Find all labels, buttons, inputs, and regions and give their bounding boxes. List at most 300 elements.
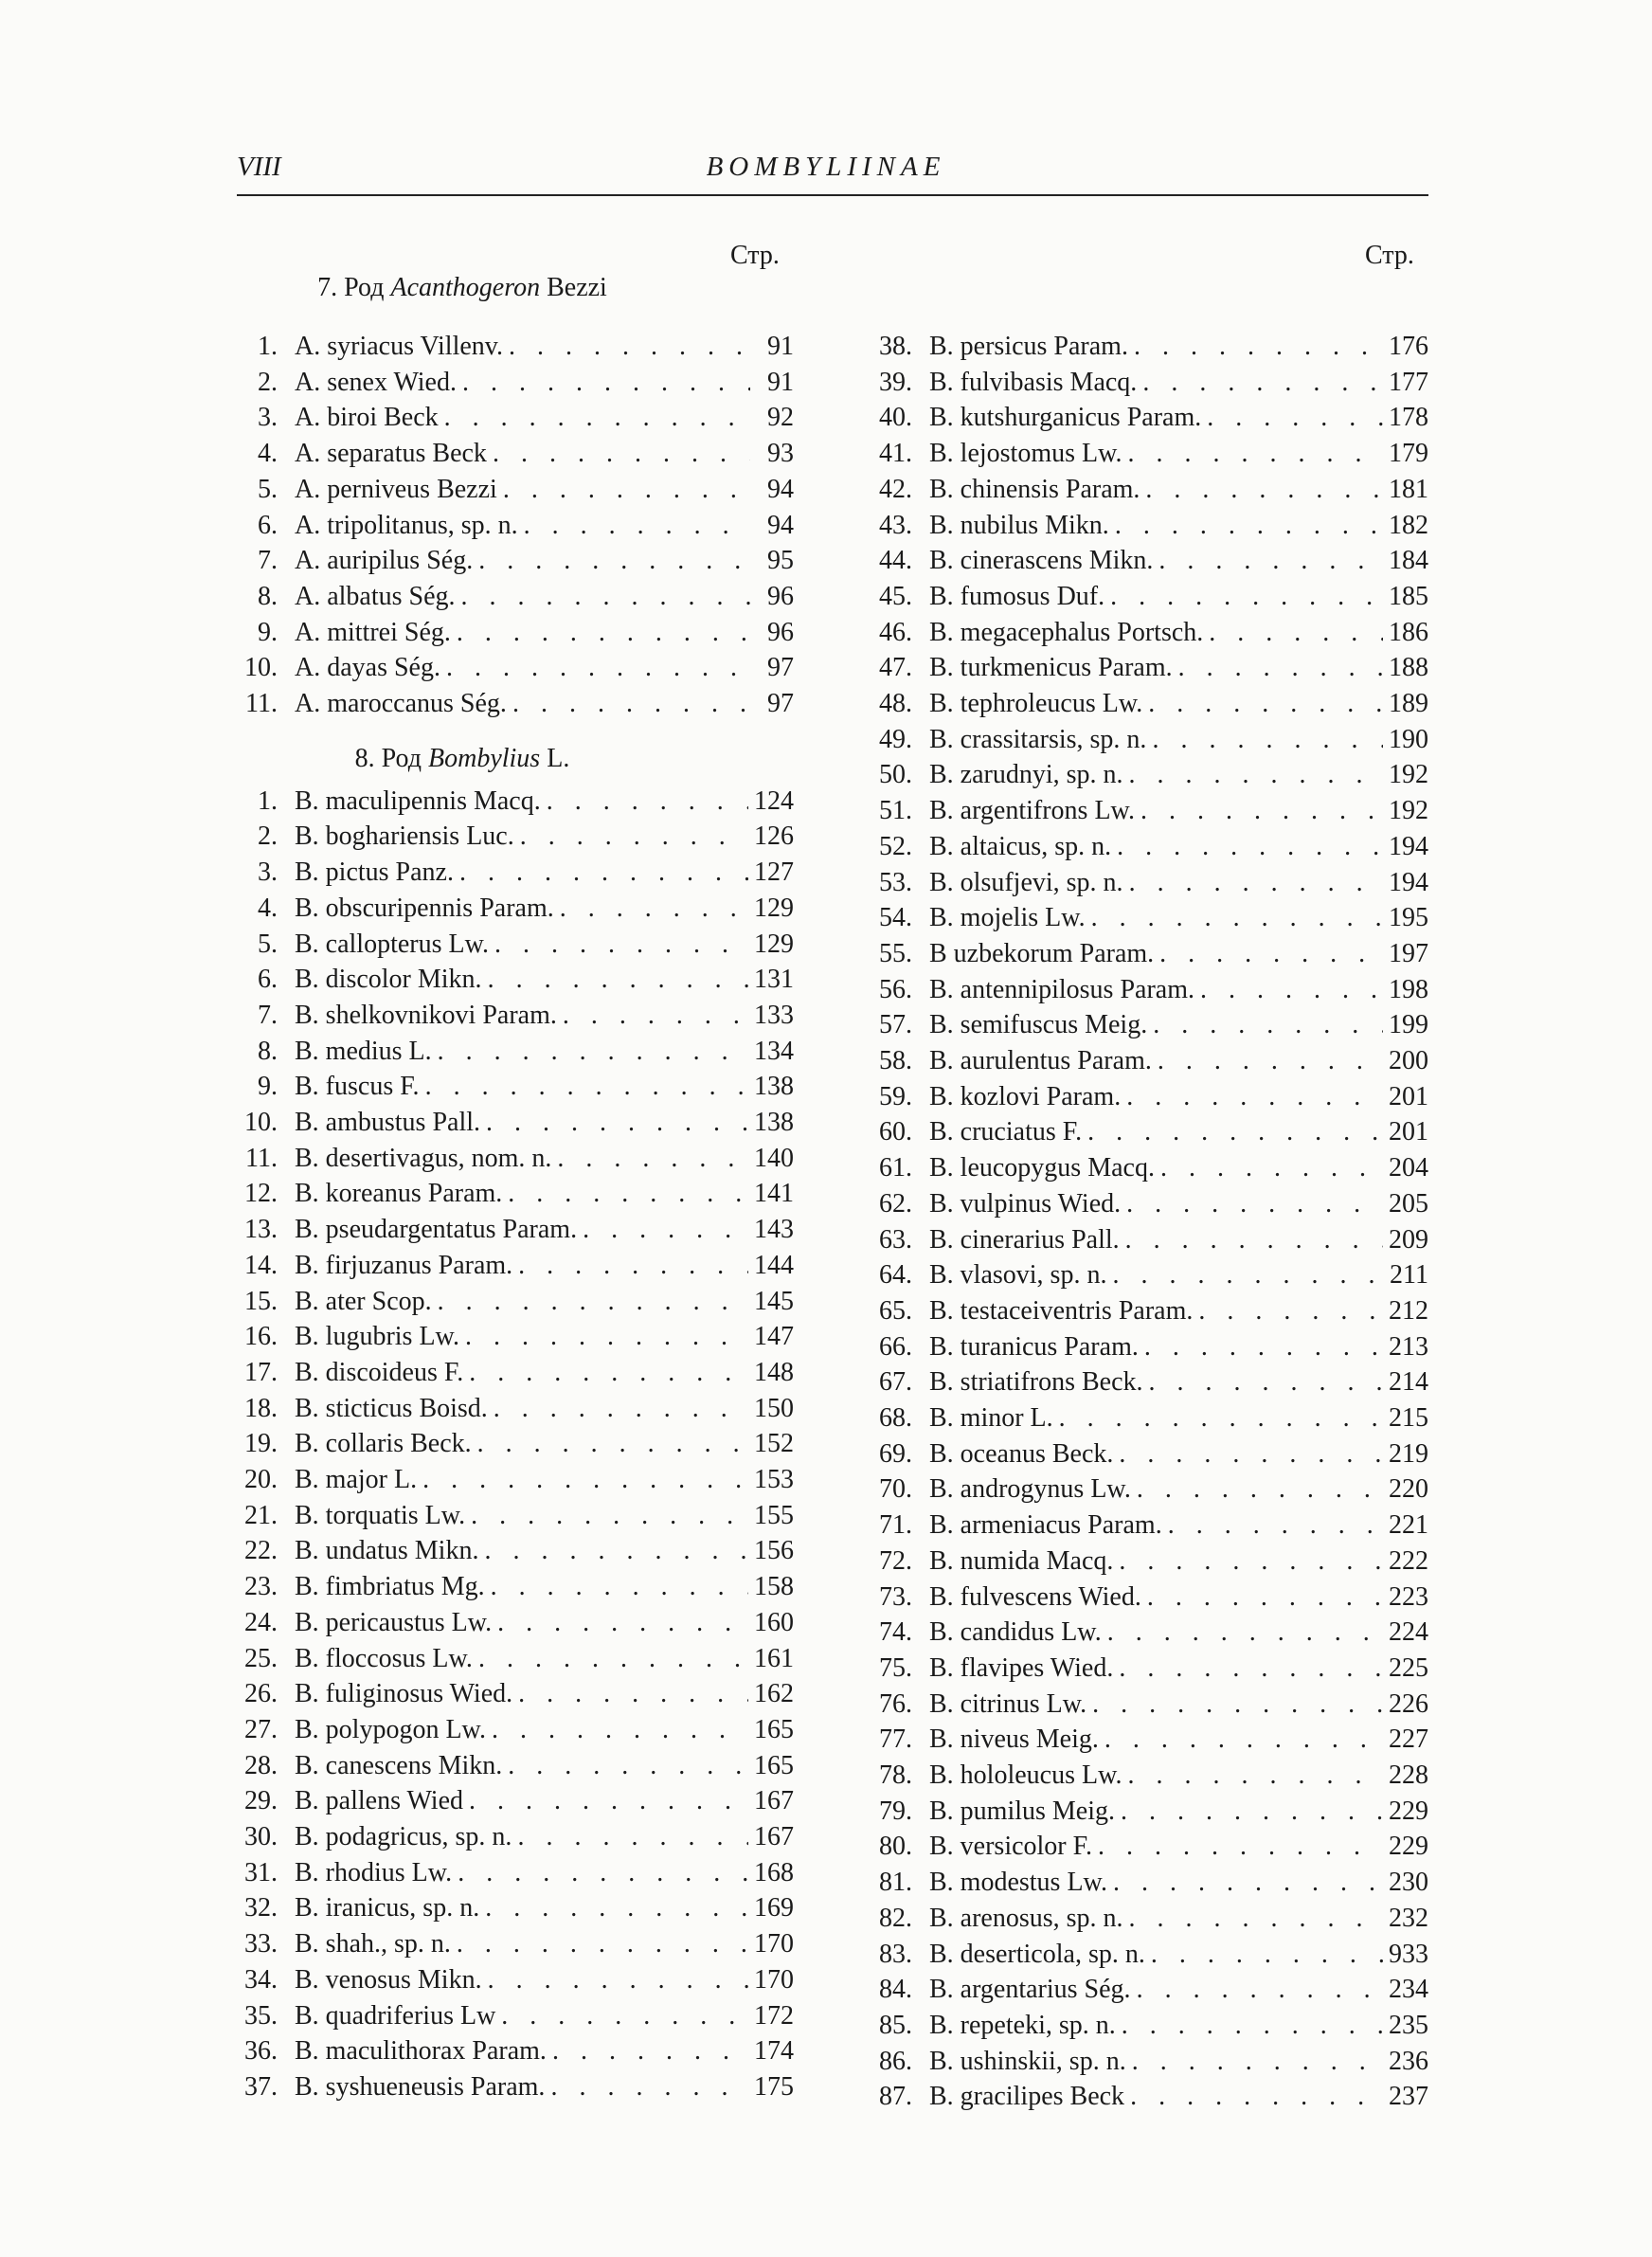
page-ref: 155 — [754, 1500, 794, 1530]
index-entry — [225, 2072, 794, 2106]
entry-number: 20. — [244, 1465, 278, 1494]
index-entry — [860, 1975, 1428, 2009]
entry-number: 51. — [879, 796, 912, 826]
entry-number: 40. — [879, 403, 912, 433]
species-name: B. armeniacus Param. — [929, 1510, 1162, 1541]
index-entry — [860, 1296, 1428, 1330]
index-entry — [860, 1653, 1428, 1688]
leader-dots — [508, 1751, 748, 1781]
leader-dots — [462, 368, 750, 398]
species-name: B. ushinskii, sp. n. — [929, 2046, 1126, 2076]
entry-number: 9. — [258, 617, 278, 647]
leader-dots — [1119, 1653, 1383, 1684]
index-entry — [860, 2082, 1428, 2116]
page-ref: 143 — [754, 1215, 794, 1245]
species-name: B. callopterus Lw. — [295, 929, 490, 959]
species-name: B. pseudargentatus Param. — [295, 1215, 578, 1245]
page-ref: 165 — [754, 1750, 794, 1780]
entry-number: 3. — [258, 403, 278, 433]
index-entry — [225, 1429, 794, 1463]
index-entry — [860, 689, 1428, 723]
index-entry — [225, 786, 794, 821]
entry-number: 69. — [879, 1438, 912, 1469]
page-ref: 219 — [1389, 1438, 1428, 1469]
species-name: B. shelkovnikovi Param. — [295, 1000, 557, 1030]
index-entry — [860, 546, 1428, 580]
index-entry — [860, 939, 1428, 973]
leader-dots — [1112, 1260, 1384, 1291]
entry-number: 34. — [244, 1964, 278, 1995]
page-ref: 234 — [1389, 1975, 1428, 2005]
leader-dots — [1158, 1046, 1383, 1076]
leader-dots — [1152, 725, 1383, 755]
leader-dots — [477, 1429, 748, 1459]
species-name: B. fuscus F. — [295, 1072, 420, 1102]
species-name: B. arenosus, sp. n. — [929, 1903, 1123, 1933]
page-ref: 192 — [1389, 796, 1428, 826]
page-ref: 167 — [754, 1786, 794, 1816]
page-ref: 237 — [1389, 2082, 1428, 2112]
species-name: B. maculipennis Macq. — [295, 785, 541, 816]
entry-number: 66. — [879, 1331, 912, 1362]
page-ref: 147 — [754, 1322, 794, 1352]
leader-dots — [1059, 1403, 1383, 1434]
entry-number: 6. — [258, 510, 278, 540]
leader-dots — [1117, 832, 1383, 862]
page-ref: 229 — [1389, 1796, 1428, 1826]
species-name: B. collaris Beck. — [295, 1429, 472, 1459]
species-name: B. zarudnyi, sp. n. — [929, 760, 1123, 790]
index-entry — [860, 1225, 1428, 1259]
index-entry — [225, 1108, 794, 1142]
species-name: B. persicus Param. — [929, 332, 1128, 361]
species-name: B. turanicus Param. — [929, 1331, 1139, 1362]
page-ref: 190 — [1389, 724, 1428, 754]
leader-dots — [1098, 1832, 1383, 1862]
entry-number: 46. — [879, 617, 912, 647]
page-ref: 192 — [1389, 760, 1428, 790]
entry-number: 72. — [879, 1545, 912, 1576]
species-name: B. lugubris Lw. — [295, 1322, 459, 1352]
species-name: B. cinerascens Mikn. — [929, 546, 1154, 576]
page-ref: 97 — [767, 653, 794, 683]
species-name: B. vulpinus Wied. — [929, 1188, 1122, 1219]
page-ref: 181 — [1389, 474, 1428, 504]
page-ref: 188 — [1389, 653, 1428, 683]
entry-number: 61. — [879, 1153, 912, 1183]
entry-number: 5. — [258, 929, 278, 959]
entry-number: 85. — [879, 2010, 912, 2040]
index-entry — [225, 1715, 794, 1749]
species-name: B. ater Scop. — [295, 1286, 432, 1316]
page-ref: 189 — [1389, 689, 1428, 718]
species-name: B. megacephalus Portsch. — [929, 617, 1204, 647]
entry-number: 37. — [244, 2071, 278, 2102]
species-name: B. candidus Lw. — [929, 1617, 1102, 1648]
genus-heading: 8. Род Bombylius L. — [354, 743, 570, 773]
species-name: B. argentifrons Lw. — [929, 796, 1135, 826]
entry-number: 25. — [244, 1643, 278, 1673]
index-entry — [860, 2047, 1428, 2081]
entry-number: 1. — [258, 785, 278, 816]
leader-dots — [471, 1501, 748, 1531]
page-ref: 140 — [754, 1143, 794, 1173]
entry-number: 19. — [244, 1429, 278, 1459]
leader-dots — [1125, 1225, 1383, 1255]
leader-dots — [1153, 1010, 1383, 1040]
leader-dots — [1137, 1474, 1383, 1505]
page-ref: 156 — [754, 1536, 794, 1566]
page-ref: 198 — [1389, 974, 1428, 1004]
index-entry — [860, 1617, 1428, 1652]
page-number: VIII — [237, 152, 281, 182]
page-ref: 220 — [1389, 1474, 1428, 1505]
page-ref: 933 — [1389, 1939, 1428, 1969]
leader-dots — [1132, 2047, 1383, 2077]
page-ref: 200 — [1389, 1046, 1428, 1075]
species-name: B. hololeucus Lw. — [929, 1760, 1122, 1790]
leader-dots — [547, 786, 748, 817]
page-ref: 236 — [1389, 2046, 1428, 2076]
entry-number: 30. — [244, 1822, 278, 1851]
leader-dots — [485, 1893, 748, 1923]
entry-number: 65. — [879, 1295, 912, 1326]
index-entry — [860, 332, 1428, 366]
page-ref: 153 — [754, 1465, 794, 1494]
index-entry — [225, 1072, 794, 1106]
species-name: B. flavipes Wied. — [929, 1652, 1114, 1683]
species-name: B. torquatis Lw. — [295, 1500, 466, 1530]
entry-number: 13. — [244, 1215, 278, 1245]
species-name: A. perniveus Bezzi — [295, 474, 497, 504]
index-entry — [225, 1608, 794, 1642]
index-entry — [860, 975, 1428, 1009]
page-ref: 91 — [767, 332, 794, 361]
index-entry — [225, 1501, 794, 1535]
leader-dots — [492, 1715, 748, 1745]
species-name: B. floccosus Lw. — [295, 1643, 473, 1673]
index-entry — [225, 1144, 794, 1178]
species-name: A. auripilus Ség. — [295, 546, 474, 576]
index-entry — [860, 618, 1428, 652]
species-name: B. leucopygus Macq. — [929, 1153, 1155, 1183]
leader-dots — [1128, 439, 1383, 469]
entry-number: 4. — [258, 439, 278, 469]
page-ref: 94 — [767, 474, 794, 504]
page-ref: 228 — [1389, 1760, 1428, 1790]
species-name: B. medius L. — [295, 1036, 432, 1066]
page-ref: 209 — [1389, 1224, 1428, 1255]
entry-number: 47. — [879, 653, 912, 683]
index-entry — [860, 368, 1428, 402]
page-ref: 138 — [754, 1072, 794, 1102]
index-entry — [225, 2001, 794, 2035]
leader-dots — [491, 1572, 748, 1602]
leader-dots — [1128, 1760, 1384, 1791]
index-entry — [225, 439, 794, 473]
leader-dots — [469, 1358, 748, 1388]
entry-number: 10. — [244, 1108, 278, 1137]
page-ref: 212 — [1389, 1295, 1428, 1326]
index-entry — [225, 1786, 794, 1820]
page-ref: 168 — [754, 1857, 794, 1887]
leader-dots — [497, 1608, 748, 1638]
leader-dots — [552, 2036, 748, 2067]
page-ref: 179 — [1389, 439, 1428, 469]
entry-number: 7. — [258, 1000, 278, 1030]
index-entry — [860, 1189, 1428, 1223]
entry-number: 39. — [879, 367, 912, 397]
leader-dots — [1159, 939, 1383, 969]
leader-dots — [1142, 368, 1383, 398]
entry-number: 73. — [879, 1581, 912, 1612]
leader-dots — [1137, 1975, 1383, 2005]
page-ref: 235 — [1389, 2010, 1428, 2040]
page-ref: 178 — [1389, 403, 1428, 433]
entry-number: 33. — [244, 1929, 278, 1959]
index-entry — [225, 1644, 794, 1678]
leader-dots — [1121, 1797, 1383, 1827]
entry-number: 11. — [245, 1143, 278, 1173]
page-ref: 186 — [1389, 617, 1428, 647]
species-name: B. striatifrons Beck. — [929, 1367, 1143, 1398]
leader-dots — [1122, 2011, 1383, 2041]
entry-number: 54. — [879, 903, 912, 933]
entry-number: 24. — [244, 1607, 278, 1637]
entry-number: 15. — [244, 1286, 278, 1316]
species-name: B. pictus Panz. — [295, 858, 454, 888]
species-name: B. antennipilosus Param. — [929, 974, 1194, 1004]
leader-dots — [1113, 1868, 1383, 1898]
species-name: B. venosus Mikn. — [295, 1964, 482, 1995]
species-name: A. maroccanus Ség. — [295, 689, 507, 718]
page-ref: 91 — [767, 367, 794, 397]
index-entry — [225, 930, 794, 964]
index-entry — [860, 1760, 1428, 1795]
index-entry — [860, 439, 1428, 473]
leader-dots — [512, 689, 750, 719]
page-ref: 182 — [1389, 510, 1428, 540]
index-entry — [225, 1394, 794, 1428]
page-column-label: Стр. — [1365, 241, 1414, 270]
index-entry — [225, 1929, 794, 1963]
index-entry — [860, 1117, 1428, 1151]
index-entry — [225, 1001, 794, 1035]
page-ref: 194 — [1389, 831, 1428, 861]
entry-number: 8. — [258, 1036, 278, 1066]
entry-number: 12. — [244, 1179, 278, 1209]
species-name: B. lejostomus Lw. — [929, 439, 1122, 469]
entry-number: 26. — [244, 1679, 278, 1709]
leader-dots — [461, 582, 750, 612]
index-entry — [860, 760, 1428, 794]
page-ref: 214 — [1389, 1367, 1428, 1398]
entry-number: 74. — [879, 1617, 912, 1648]
index-entry — [225, 368, 794, 402]
entry-number: 2. — [258, 367, 278, 397]
page-ref: 232 — [1389, 1903, 1428, 1933]
leader-dots — [1151, 1940, 1383, 1970]
index-entry — [860, 511, 1428, 545]
leader-dots — [1126, 1189, 1383, 1219]
species-name: B. kozlovi Param. — [929, 1081, 1122, 1111]
page-ref: 211 — [1390, 1260, 1428, 1291]
species-name: B. syshueneusis Param. — [295, 2071, 546, 2102]
index-entry — [225, 858, 794, 892]
entry-number: 16. — [244, 1322, 278, 1352]
entry-number: 84. — [879, 1975, 912, 2005]
leader-dots — [1115, 511, 1383, 541]
leader-dots — [517, 1822, 748, 1852]
leader-dots — [494, 930, 748, 960]
page-ref: 213 — [1389, 1331, 1428, 1362]
leader-dots — [1149, 1367, 1383, 1398]
page-ref: 148 — [754, 1357, 794, 1387]
leader-dots — [509, 332, 750, 362]
index-entry — [225, 1037, 794, 1071]
page-ref: 94 — [767, 510, 794, 540]
page-ref: 222 — [1389, 1545, 1428, 1576]
species-name: B. pumilus Meig. — [929, 1796, 1116, 1826]
leader-dots — [478, 1644, 748, 1674]
index-entry — [860, 1332, 1428, 1366]
entry-number: 9. — [258, 1072, 278, 1102]
entry-number: 75. — [879, 1652, 912, 1683]
entry-number: 17. — [244, 1357, 278, 1387]
entry-number: 38. — [879, 332, 912, 361]
leader-dots — [508, 1179, 748, 1209]
species-name: B. discoideus F. — [295, 1357, 464, 1387]
index-entry — [225, 582, 794, 616]
index-entry — [225, 1215, 794, 1249]
leader-dots — [488, 1965, 748, 1995]
index-entry — [860, 1046, 1428, 1080]
entry-number: 45. — [879, 581, 912, 611]
entry-number: 10. — [244, 653, 278, 683]
entry-number: 62. — [879, 1188, 912, 1219]
species-name: B. repeteki, sp. n. — [929, 2010, 1116, 2040]
entry-number: 79. — [879, 1796, 912, 1826]
leader-dots — [422, 1465, 748, 1495]
page-ref: 129 — [754, 929, 794, 959]
page-ref: 215 — [1389, 1403, 1428, 1433]
leader-dots — [501, 2001, 748, 2031]
page-ref: 170 — [754, 1929, 794, 1959]
page-ref: 131 — [754, 965, 794, 995]
species-name: B. tephroleucus Lw. — [929, 689, 1143, 718]
index-entry — [860, 1904, 1428, 1938]
entry-number: 58. — [879, 1046, 912, 1075]
index-entry — [225, 689, 794, 723]
index-entry — [225, 1822, 794, 1856]
entry-number: 3. — [258, 858, 278, 888]
species-name: B. pericaustus Lw. — [295, 1607, 493, 1637]
species-name: B. numida Macq. — [929, 1545, 1114, 1576]
page-ref: 162 — [754, 1679, 794, 1709]
leader-dots — [557, 1144, 748, 1174]
leader-dots — [469, 1786, 748, 1816]
page-ref: 96 — [767, 617, 794, 647]
leader-dots — [1126, 1082, 1383, 1112]
species-name: B. oceanus Beck. — [929, 1438, 1114, 1469]
species-name: B. fimbriatus Mg. — [295, 1572, 485, 1602]
entry-number: 71. — [879, 1510, 912, 1541]
entry-number: 68. — [879, 1403, 912, 1433]
entry-number: 29. — [244, 1786, 278, 1816]
species-name: B uzbekorum Param. — [929, 938, 1155, 968]
page-ref: 150 — [754, 1393, 794, 1423]
species-name: A. albatus Ség. — [295, 581, 456, 611]
species-name: B. semifuscus Meig. — [929, 1010, 1148, 1040]
page-ref: 92 — [767, 403, 794, 433]
species-name: B. major L. — [295, 1465, 418, 1494]
entry-number: 67. — [879, 1367, 912, 1398]
entry-number: 1. — [258, 332, 278, 361]
page-ref: 95 — [767, 546, 794, 576]
page-ref: 158 — [754, 1572, 794, 1602]
species-name: B. koreanus Param. — [295, 1179, 503, 1209]
leader-dots — [1129, 760, 1383, 790]
index-entry — [860, 1082, 1428, 1116]
page-ref: 201 — [1389, 1117, 1428, 1147]
page-ref: 226 — [1389, 1688, 1428, 1719]
species-name: B. kutshurganicus Param. — [929, 403, 1202, 433]
entry-number: 43. — [879, 510, 912, 540]
species-name: B. crassitarsis, sp. n. — [929, 724, 1147, 754]
species-name: B. olsufjevi, sp. n. — [929, 867, 1123, 897]
page-ref: 145 — [754, 1286, 794, 1316]
species-name: B. minor L. — [929, 1403, 1053, 1433]
page-ref: 96 — [767, 581, 794, 611]
index-entry — [225, 403, 794, 437]
entry-number: 27. — [244, 1714, 278, 1744]
page-ref: 229 — [1389, 1832, 1428, 1862]
page-ref: 199 — [1389, 1010, 1428, 1040]
leader-dots — [1119, 1439, 1383, 1470]
entry-number: 2. — [258, 822, 278, 852]
index-entry — [860, 796, 1428, 830]
species-name: A. dayas Ség. — [295, 653, 440, 683]
species-name: B. firjuzanus Param. — [295, 1250, 513, 1280]
leader-dots — [503, 475, 750, 505]
page-ref: 172 — [754, 2000, 794, 2031]
index-entry — [860, 475, 1428, 509]
page-ref: 175 — [754, 2071, 794, 2102]
index-entry — [860, 1868, 1428, 1902]
species-name: A. tripolitanus, sp. n. — [295, 510, 518, 540]
page-ref: 161 — [754, 1643, 794, 1673]
index-entry — [225, 475, 794, 509]
species-name: A. senex Wied. — [295, 367, 457, 397]
leader-dots — [1148, 689, 1383, 719]
leader-dots — [457, 1929, 748, 1959]
species-name: B. deserticola, sp. n. — [929, 1939, 1145, 1969]
entry-number: 22. — [244, 1536, 278, 1566]
page-ref: 230 — [1389, 1868, 1428, 1898]
entry-number: 14. — [244, 1250, 278, 1280]
entry-number: 70. — [879, 1474, 912, 1505]
entry-number: 87. — [879, 2082, 912, 2112]
species-name: B. fulvibasis Macq. — [929, 367, 1138, 397]
entry-number: 63. — [879, 1224, 912, 1255]
running-head: BOMBYLIINAE — [706, 152, 946, 182]
page-ref: 169 — [754, 1893, 794, 1923]
leader-dots — [494, 1394, 748, 1424]
index-entry — [860, 1797, 1428, 1831]
page-ref: 197 — [1389, 938, 1428, 968]
index-entry — [860, 1724, 1428, 1759]
leader-dots — [1130, 2082, 1383, 2112]
